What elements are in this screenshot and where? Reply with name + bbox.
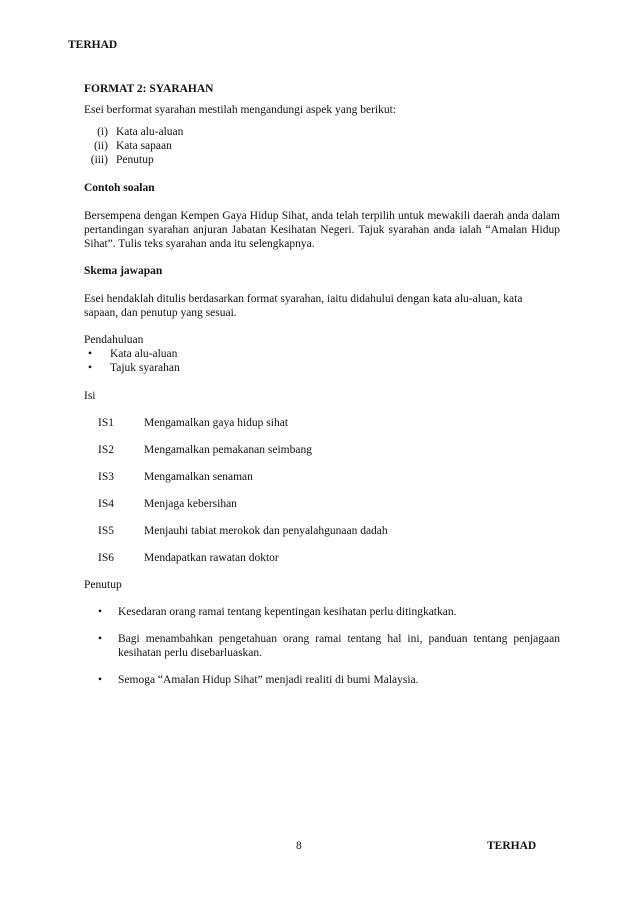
bullet-icon: •: [98, 606, 103, 618]
list-item-text: Kata alu-aluan: [110, 348, 178, 360]
aspect-list: [84, 125, 384, 167]
closing-item: Kesedaran orang ramai tentang kepentingan kesihatan perlu ditingkatkan.: [118, 606, 457, 618]
bullet-icon: •: [98, 674, 103, 686]
closing-item: Bagi menambahkan pengetahuan orang ramai tentang hal ini, panduan tentang penjagaan kesihatan perlu disebarluaskan.: [118, 633, 560, 659]
list-item: [88, 361, 180, 375]
body-code: IS5: [98, 525, 114, 537]
intro-section-label: Pendahuluan: [84, 334, 144, 346]
bullet-icon: •: [88, 362, 93, 374]
page-number: 8: [296, 840, 302, 852]
list-item-text: Tajuk syarahan: [110, 362, 180, 374]
aspect-number: (i): [97, 126, 108, 138]
closing-item: Semoga “Amalan Hidup Sihat” menjadi realiti di bumi Malaysia.: [118, 674, 419, 686]
scheme-text: Esei hendaklah ditulis berdasarkan format syarahan, iaitu didahului dengan kata alu-aluan, kata sapaan, dan penutup yang sesuai.: [84, 293, 523, 319]
aspect-number: (ii): [93, 140, 108, 152]
footer-classification: TERHAD: [487, 840, 537, 852]
body-code: IS1: [98, 417, 114, 429]
body-text: Mengamalkan pemakanan seimbang: [144, 444, 312, 456]
body-code: IS3: [98, 471, 114, 483]
body-section-label: Isi: [84, 390, 96, 402]
aspect-item: [84, 139, 384, 153]
body-text: Mengamalkan senaman: [144, 471, 253, 483]
aspect-number: (iii): [90, 154, 108, 166]
aspect-text: Kata sapaan: [116, 140, 172, 152]
aspect-text: Penutup: [116, 154, 154, 166]
scheme-heading: Skema jawapan: [84, 265, 163, 277]
bullet-icon: •: [98, 633, 103, 645]
body-code: IS4: [98, 498, 114, 510]
body-code: IS6: [98, 552, 114, 564]
header-classification: TERHAD: [68, 39, 118, 51]
body-text: Mengamalkan gaya hidup sihat: [144, 417, 289, 429]
bullet-icon: •: [88, 348, 93, 360]
aspect-item: [84, 153, 384, 167]
question-heading: Contoh soalan: [84, 182, 155, 194]
body-text: Menjauhi tabiat merokok dan penyalahgunaan dadah: [144, 525, 388, 537]
question-text: Bersempena dengan Kempen Gaya Hidup Sihat, anda telah terpilih untuk mewakili daerah anda dalam pertandingan syarahan anjuran Jabatan Kesihatan Negeri. Tajuk syarahan anda ialah “Amalan Hidup Sihat”. Tulis teks syarahan anda itu selengkapnya.: [84, 210, 560, 250]
intro-text: Esei berformat syarahan mestilah mengandungi aspek yang berikut:: [84, 104, 396, 116]
closing-section-label: Penutup: [84, 579, 122, 591]
body-code: IS2: [98, 444, 114, 456]
section-title: FORMAT 2: SYARAHAN: [84, 83, 214, 95]
intro-section-list: [88, 347, 180, 375]
body-text: Mendapatkan rawatan doktor: [144, 552, 279, 564]
list-item: [88, 347, 178, 361]
aspect-text: Kata alu-aluan: [116, 126, 184, 138]
body-text: Menjaga kebersihan: [144, 498, 237, 510]
aspect-item: [84, 125, 384, 139]
